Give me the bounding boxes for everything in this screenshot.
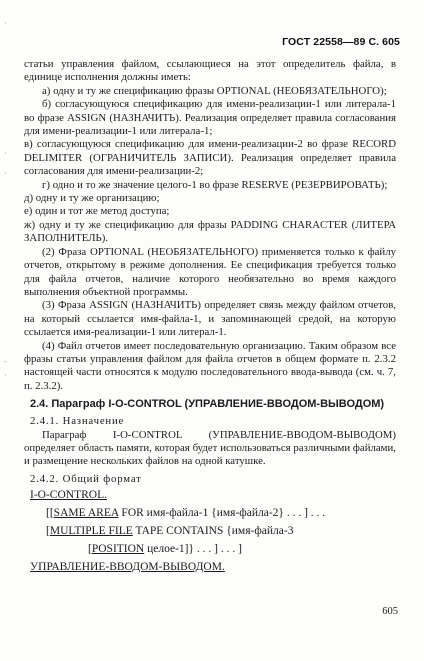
paragraph-3: (3) Фраза ASSIGN (НАЗНАЧИТЬ) определяет связь между файлом отчетов, на который ссылается имя-файла-1, и запоминающей средой, на которую ссылается имя-реализации-1 или литерал-1. [24, 299, 396, 339]
syntax-line-russian-title [24, 558, 396, 576]
bracket: [[ [46, 507, 54, 520]
page-number: 605 [382, 606, 398, 617]
list-item-a: а) одну и ту же спецификацию фразы OPTIONAL (НЕОБЯЗАТЕЛЬНОГО); [42, 84, 387, 97]
list-item-zh: ж) одну и ту же спецификацию для фразы PADDING CHARACTER (ЛИТЕРА ЗАПОЛНИТЕЛЬ). [24, 218, 396, 245]
subsection-heading-purpose: 2.4.1. Назначение [30, 415, 125, 428]
binding-marks: · · · ‐ · [4, 19, 7, 380]
bracket: [ [46, 525, 50, 538]
format-title-text: I-O-CONTROL. [30, 489, 107, 502]
syntax-rest: FOR имя-файла-1 {имя-файла-2} . . . ] . . . [118, 507, 326, 520]
document-body [24, 58, 396, 576]
paragraph-2: (2) Фраза OPTIONAL (НЕОБЯЗАТЕЛЬНОГО) применяется только к файлу отчетов, открытому в режиме дополнения. Ее спецификация требуется только для файла отчетов, наличие которого необязательно во время каждого выполнения объектной программы. [24, 245, 396, 298]
list-item-v: в) согласующуюся спецификацию для имени-реализации-2 во фразе RECORD DELIMITER (ОГРАНИЧИТЕЛЬ ЗАПИСИ). Реализация определяет правила согласования для имени-реализации-2; [24, 138, 396, 178]
keyword-position: POSITION [91, 543, 145, 556]
general-format [24, 486, 396, 576]
format-title [24, 486, 396, 504]
syntax-rest: TAPE CONTAINS {имя-файла-3 [132, 525, 294, 538]
bracket: [ [88, 543, 92, 556]
russian-format-title: УПРАВЛЕНИЕ-ВВОДОМ-ВЫВОДОМ. [30, 561, 225, 574]
list-item-b: б) согласующуюся спецификацию для имени-реализации-1 или литерала-1 во фразе ASSIGN (НАЗНАЧИТЬ). Реализация определяет правила согласования для имени-реализации-1 или литерала-1; [24, 98, 396, 138]
syntax-line-position [24, 540, 396, 558]
syntax-line-same-area [24, 504, 396, 522]
list-item-e: е) один и тот же метод доступа; [24, 205, 170, 218]
syntax-rest: целое-1]} . . . ] . . . ] [144, 543, 242, 556]
section-heading: 2.4. Параграф I-O-CONTROL (УПРАВЛЕНИЕ-ВВОДОМ-ВЫВОДОМ) [30, 398, 385, 411]
paragraph-intro: статьи управления файлом, ссылающиеся на этот определитель файла, в единице исполнения должны иметь: [24, 58, 396, 84]
list-item-g: г) одно и то же значение целого-1 во фразе RESERVE (РЕЗЕРВИРОВАТЬ); [42, 178, 388, 191]
page-header: ГОСТ 22558—89 С. 605 [282, 36, 400, 48]
syntax-line-multiple-file [24, 522, 396, 540]
purpose-text: Параграф I-O-CONTROL (УПРАВЛЕНИЕ-ВВОДОМ-ВЫВОДОМ) определяет область памяти, которая будет использоваться различными файлами, и размещение нескольких файлов на одной катушке. [24, 428, 396, 468]
keyword-multiple-file: MULTIPLE FILE [49, 525, 133, 538]
subsection-heading-format: 2.4.2. Общий формат [30, 472, 142, 485]
list-item-d: д) одну и ту же организацию; [24, 192, 160, 205]
keyword-same-area: SAME AREA [53, 507, 119, 520]
paragraph-4: (4) Файл отчетов имеет последовательную организацию. Таким образом все фразы статьи управления файлом для файла отчетов в общем формате п. 2.3.2 настоящей части относятся к модулю последовательного ввода-вывода (см. ч. 7, п. 2.3.2). [24, 339, 396, 392]
